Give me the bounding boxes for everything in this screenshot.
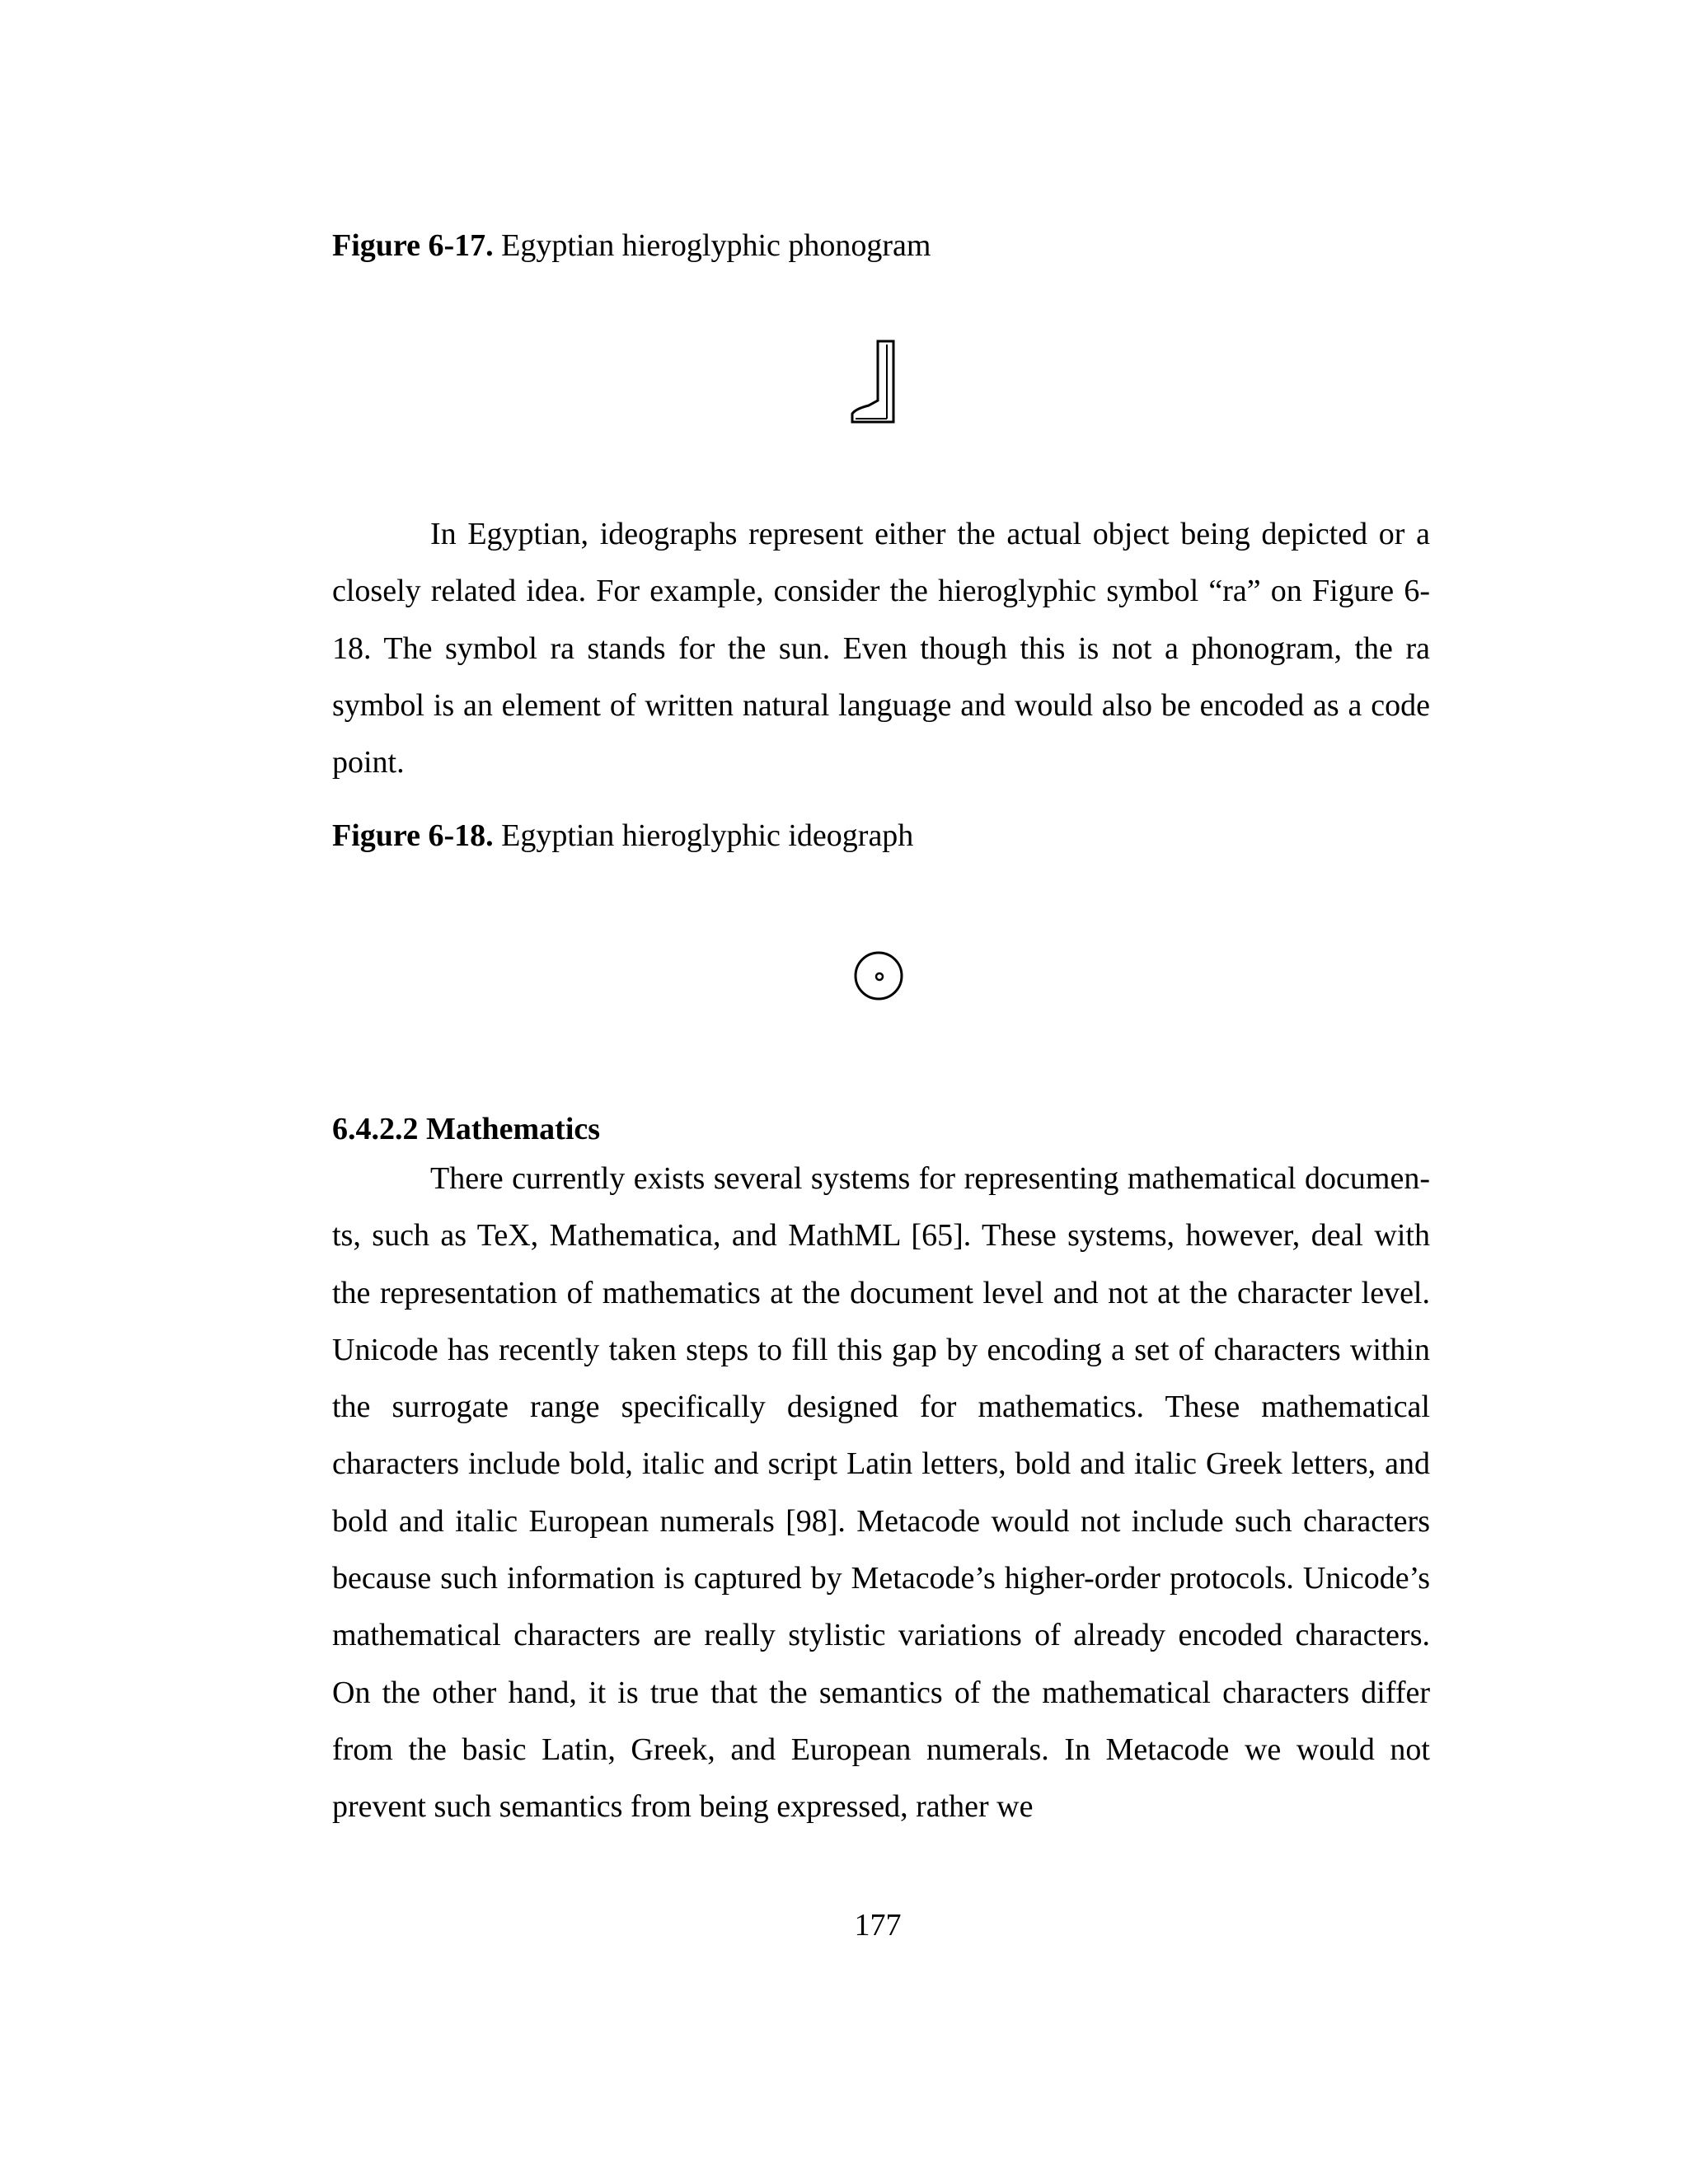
figure-6-18-label: Figure 6-18. (332, 818, 494, 853)
figure-6-17-label: Figure 6-17. (332, 228, 494, 263)
paragraph-ideographs: In Egyptian, ideographs represent either the actual object being depicted or a closely related idea. For example, consider the hieroglyphic symbol “ra” on Figure 6-18. The symbol ra stands for the sun. Even though this is not a phonogram, the ra symbol is an element of written natural language and would also be encoded as a code point. (332, 517, 1430, 780)
figure-6-18-caption-text: Egyptian hieroglyphic ideograph (493, 818, 914, 853)
sun-ra-hieroglyph-icon (852, 949, 905, 1002)
paragraph-mathematics: There currently exists several systems for representing mathematical documents, such as TeX, Mathematica, and MathML [65]. These systems, however, deal with the representation of mathematics at the document level and not at the character level. Unicode has recently taken steps to fill this gap by encoding a set of characters within the surrogate range specifically designed for mathematics. These mathematical characters include bold, italic and script Latin letters, bold and italic Greek letters, and bold and italic European numerals [98]. Metacode would not include such characters because such information is captured by Metacode’s higher-order protocols. Unicode’s mathematical characters are really stylistic variations of already encoded characters. On the other hand, it is true that the semantics of the mathematical characters differ from the basic Latin, Greek, and European numerals. In Metacode we would not prevent such semantics from being expressed, rather we (332, 1161, 1430, 1825)
figure-6-17-caption-text: Egyptian hieroglyphic phonogram (493, 228, 931, 263)
figure-6-18-caption (332, 818, 913, 854)
section-heading-mathematics: 6.4.2.2 Mathematics (332, 1112, 601, 1146)
boot-hieroglyph-icon (849, 340, 898, 425)
page-number: 177 (854, 1908, 902, 1943)
figure-6-17-caption (332, 227, 931, 264)
